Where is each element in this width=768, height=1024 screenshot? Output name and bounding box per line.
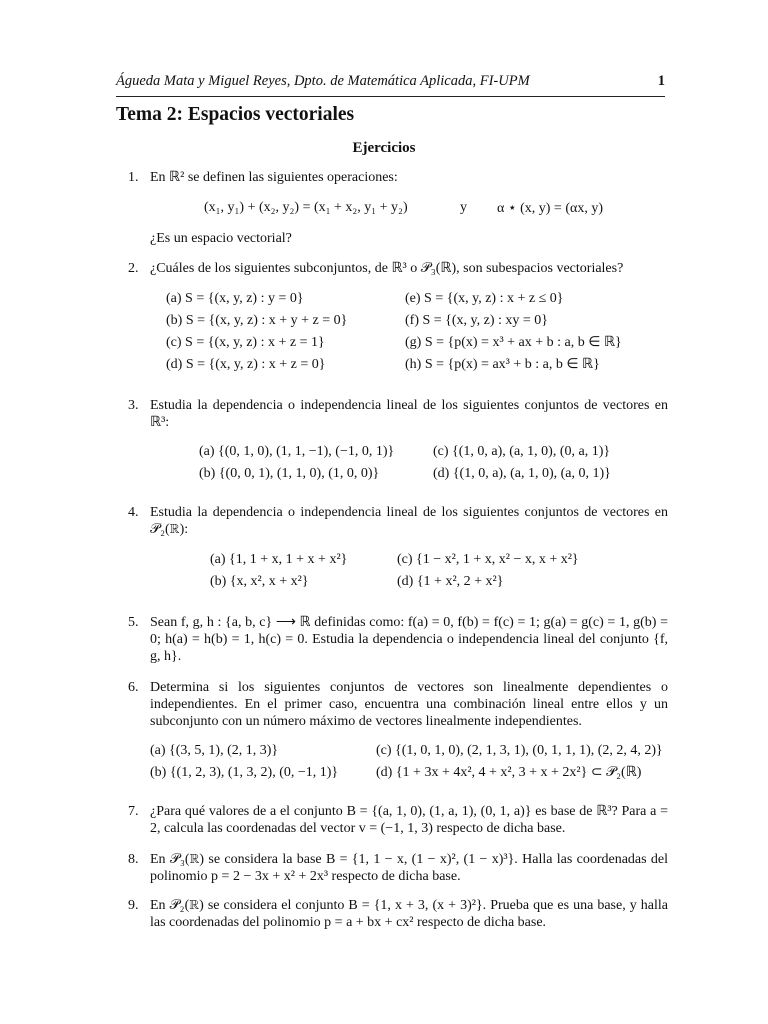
list-item: (c) {(1, 0, 1, 0), (2, 1, 3, 1), (0, 1, 1, 1), (2, 2, 4, 2)} [376, 743, 663, 758]
exercise-number: 3. [128, 398, 139, 413]
item-list-left [166, 288, 347, 376]
list-item: (d) {(1, 0, a), (a, 1, 0), (a, 0, 1)} [433, 466, 611, 481]
item-list-left [210, 549, 347, 593]
list-item: (b) {(1, 2, 3), (1, 3, 2), (0, −1, 1)} [150, 765, 339, 780]
item-list-right [433, 441, 611, 485]
exercise-number: 4. [128, 505, 139, 520]
exercise-number: 1. [128, 170, 139, 185]
exercise-number: 9. [128, 898, 139, 913]
exercise-text: Estudia la dependencia o independencia lineal de los siguientes conjuntos de vectores en ℝ³: [150, 398, 668, 430]
item-list-right [405, 288, 622, 376]
list-item: (a) {1, 1 + x, 1 + x + x²} [210, 552, 348, 567]
operation-sum: (x₁, y₁) + (x₂, y₂) = (x₁ + x₂, y₁ + y₂) [204, 200, 408, 215]
list-item: (b) {x, x², x + x²} [210, 574, 309, 589]
exercise-2 [128, 260, 668, 277]
page-number: 1 [657, 73, 665, 89]
exercise-text: Estudia la dependencia o independencia lineal de los siguientes conjuntos de vectores en 𝒫₂(ℝ): [150, 505, 668, 537]
exercise-5 [128, 614, 668, 665]
list-item: (a) S = {(x, y, z) : y = 0} [166, 291, 304, 306]
list-item: (c) S = {(x, y, z) : x + z = 1} [166, 335, 325, 350]
exercise-9 [128, 897, 668, 931]
exercise-1 [128, 169, 668, 186]
running-head [116, 73, 665, 90]
list-item: (b) {(0, 0, 1), (1, 1, 0), (1, 0, 0)} [199, 466, 380, 481]
list-item: (d) S = {(x, y, z) : x + z = 0} [166, 357, 326, 372]
section-subtitle: Ejercicios [352, 140, 416, 156]
list-item: (c) {(1, 0, a), (a, 1, 0), (0, a, 1)} [433, 444, 611, 459]
exercise-text: En ℝ² se definen las siguientes operaciones: [150, 170, 398, 185]
item-list-right [397, 549, 579, 593]
exercise-number: 2. [128, 261, 139, 276]
exercise-4 [128, 504, 668, 538]
chapter-title: Tema 2: Espacios vectoriales [116, 104, 355, 125]
exercise-number: 6. [128, 680, 139, 695]
list-item: (d) {1 + x², 2 + x²} [397, 574, 504, 589]
exercise-text: ¿Para qué valores de a el conjunto B = {(a, 1, 0), (1, a, 1), (0, 1, a)} es base de ℝ³? Para a = 2, calcula las coordenadas del vector v = (−1, 1, 3) respecto de dicha base. [150, 804, 668, 836]
exercise-6 [128, 679, 668, 730]
exercise-text: Sean f, g, h : {a, b, c} ⟶ ℝ definidas como: f(a) = 0, f(b) = f(c) = 1; g(a) = g(c) = 1, g(b) = 0; h(a) = h(b) = 1, h(c) = 0. Estudia la dependencia o independencia lineal del conjunto {f, g, h}. [150, 615, 668, 664]
item-list-left [150, 740, 338, 784]
exercise-3 [128, 397, 668, 431]
item-list-left [199, 441, 394, 485]
exercise-8 [128, 851, 668, 885]
exercise-number: 5. [128, 615, 139, 630]
operation-product: α ⋆ (x, y) = (αx, y) [497, 201, 603, 216]
list-item: (a) {(0, 1, 0), (1, 1, −1), (−1, 0, 1)} [199, 444, 395, 459]
exercise-7 [128, 803, 668, 837]
running-head-text: Águeda Mata y Miguel Reyes, Dpto. de Matemática Aplicada, FI-UPM [116, 73, 530, 89]
exercise-text: ¿Cuáles de los siguientes subconjuntos, de ℝ³ o 𝒫₃(ℝ), son subespacios vectoriales? [150, 261, 624, 276]
header-rule [116, 96, 665, 97]
exercise-text: En 𝒫₃(ℝ) se considera la base B = {1, 1 − x, (1 − x)², (1 − x)³}. Halla las coordenadas del polinomio p = 2 − 3x + x² + 2x³ respecto de dicha base. [150, 852, 668, 884]
list-item: (d) {1 + 3x + 4x², 4 + x², 3 + x + 2x²} ⊂ 𝒫₂(ℝ) [376, 765, 642, 780]
item-list-right [376, 740, 663, 784]
list-item: (h) S = {p(x) = ax³ + b : a, b ∈ ℝ} [405, 357, 600, 372]
exercise-text: En 𝒫₂(ℝ) se considera el conjunto B = {1, x + 3, (x + 3)²}. Prueba que es una base, y halla las coordenadas del polinomio p = a + bx + cx² respecto de dicha base. [150, 898, 668, 930]
exercise-question: ¿Es un espacio vectorial? [150, 231, 292, 246]
list-item: (c) {1 − x², 1 + x, x² − x, x + x²} [397, 552, 579, 567]
exercise-number: 7. [128, 804, 139, 819]
operation-connector: y [460, 200, 467, 215]
list-item: (g) S = {p(x) = x³ + ax + b : a, b ∈ ℝ} [405, 335, 622, 350]
list-item: (f) S = {(x, y, z) : xy = 0} [405, 313, 549, 328]
list-item: (e) S = {(x, y, z) : x + z ≤ 0} [405, 291, 564, 306]
exercise-text: Determina si los siguientes conjuntos de vectores son linealmente dependientes o independientes. En el primer caso, encuentra una combinación lineal entre ellos y un subconjunto con un número máximo de vectores linealmente independientes. [150, 680, 668, 729]
list-item: (b) S = {(x, y, z) : x + y + z = 0} [166, 313, 348, 328]
list-item: (a) {(3, 5, 1), (2, 1, 3)} [150, 743, 279, 758]
exercise-number: 8. [128, 852, 139, 867]
